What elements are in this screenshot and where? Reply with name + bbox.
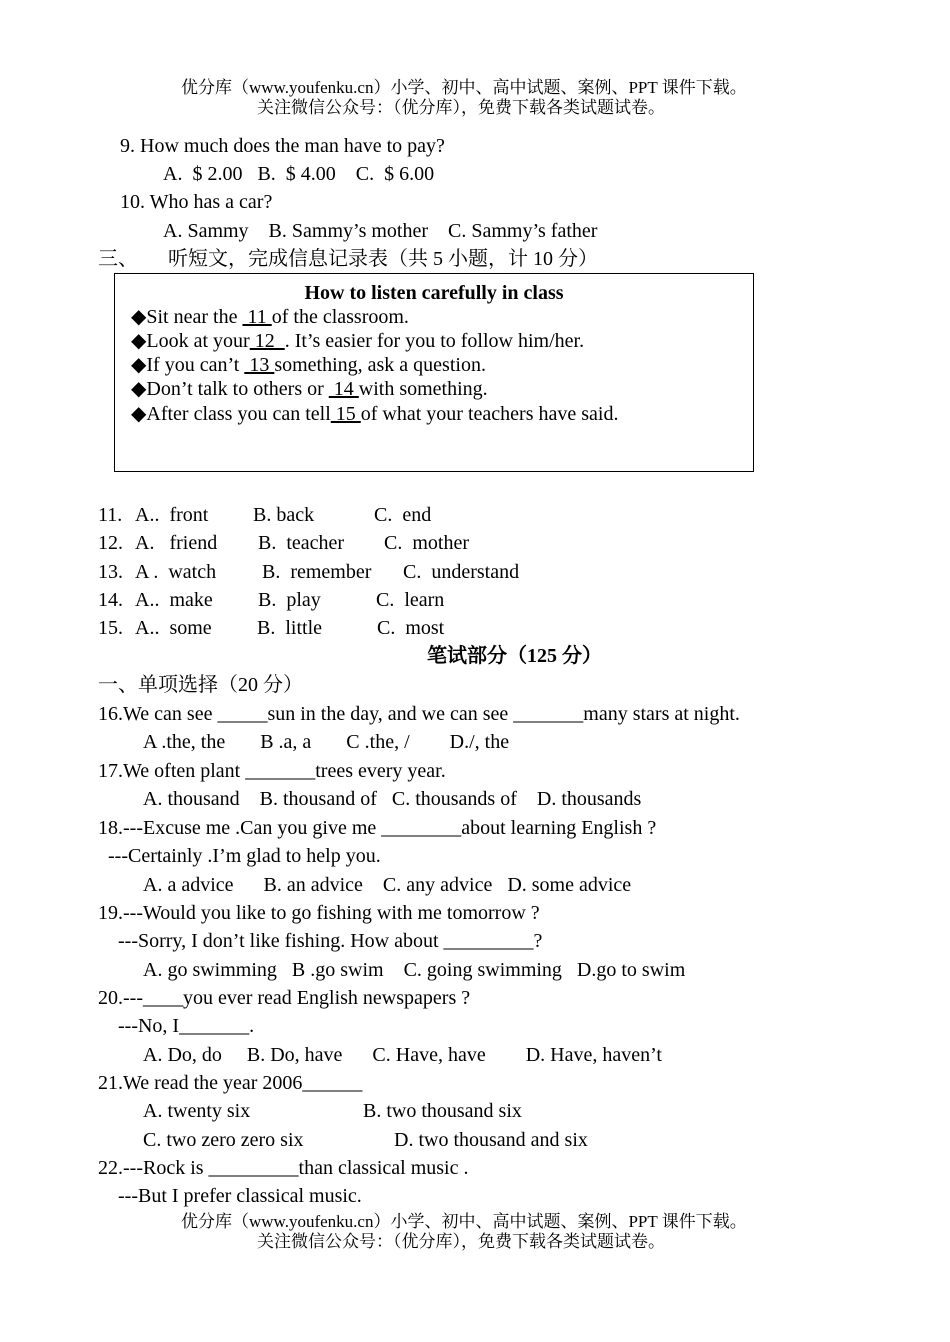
choice-c: C. most xyxy=(377,617,445,639)
question-20-reply: ---No, I_______. xyxy=(98,1015,255,1037)
question-16: 16.We can see _____sun in the day, and we can see _______many stars at night. xyxy=(98,703,740,725)
question-20: 20.---____you ever read English newspapers ? xyxy=(98,987,471,1009)
choice-b: B. play xyxy=(258,589,321,611)
choice-b: B. teacher xyxy=(258,532,345,554)
info-row-text: of the classroom. xyxy=(271,306,409,328)
info-row-text: ◆Sit near the xyxy=(131,306,243,328)
info-row-15 xyxy=(131,402,618,426)
question-19-reply: ---Sorry, I don’t like fishing. How about _________? xyxy=(98,930,543,952)
choice-num: 15. xyxy=(98,617,123,639)
info-row-text: with something. xyxy=(358,378,488,400)
question-22: 22.---Rock is _________than classical music . xyxy=(98,1157,469,1179)
choice-a: A.. make xyxy=(135,589,213,611)
footer-line-1: 优分库（www.youfenku.cn）小学、初中、高中试题、案例、PPT 课件下载。 xyxy=(181,1212,747,1231)
question-21-option-c: C. two zero zero six xyxy=(143,1129,304,1151)
question-10-options: A. Sammy B. Sammy’s mother C. Sammy’s father xyxy=(163,220,598,242)
choice-b: B. back xyxy=(253,504,315,526)
info-row-text: . It’s easier for you to follow him/her. xyxy=(284,330,585,352)
info-row-11 xyxy=(131,305,409,329)
info-row-14 xyxy=(131,377,488,401)
info-row-13 xyxy=(131,353,486,377)
question-21-option-b: B. two thousand six xyxy=(363,1100,522,1122)
question-20-options: A. Do, do B. Do, have C. Have, have D. Have, haven’t xyxy=(143,1044,662,1066)
question-19-options: A. go swimming B .go swim C. going swimming D.go to swim xyxy=(143,959,686,981)
choice-b: B. remember xyxy=(262,561,372,583)
choice-a: A . watch xyxy=(135,561,217,583)
question-9: 9. How much does the man have to pay? xyxy=(120,135,445,157)
question-17-options: A. thousand B. thousand of C. thousands of D. thousands xyxy=(143,788,642,810)
question-18-reply: ---Certainly .I’m glad to help you. xyxy=(98,845,381,867)
header-line-2: 关注微信公众号：（优分库），免费下载各类试题试卷。 xyxy=(257,98,665,117)
choice-num: 13. xyxy=(98,561,123,583)
footer-line-2: 关注微信公众号：（优分库），免费下载各类试题试卷。 xyxy=(257,1232,665,1251)
info-row-12 xyxy=(131,329,584,353)
info-box-title: How to listen carefully in class xyxy=(304,282,564,304)
header-line-1: 优分库（www.youfenku.cn）小学、初中、高中试题、案例、PPT 课件下载。 xyxy=(181,78,747,97)
choice-c: C. end xyxy=(374,504,432,526)
question-21-option-a: A. twenty six xyxy=(143,1100,251,1122)
choice-a: A.. some xyxy=(135,617,212,639)
written-part-title: 笔试部分（125 分） xyxy=(427,645,602,667)
choice-a: A.. front xyxy=(135,504,209,526)
info-row-text: ◆After class you can tell xyxy=(131,403,331,425)
blank-11: 11 xyxy=(242,306,272,328)
section-3-title: 三、 听短文，完成信息记录表（共 5 小题，计 10 分） xyxy=(98,248,598,270)
question-19: 19.---Would you like to go fishing with me tomorrow ? xyxy=(98,902,540,924)
question-10: 10. Who has a car? xyxy=(120,191,273,213)
blank-13: 13 xyxy=(244,354,275,376)
question-9-options: A. $ 2.00 B. $ 4.00 C. $ 6.00 xyxy=(163,163,435,185)
section-1-title: 一、单项选择（20 分） xyxy=(98,674,303,696)
choice-b: B. little xyxy=(257,617,322,639)
question-21-option-d: D. two thousand and six xyxy=(394,1129,588,1151)
choice-a: A. friend xyxy=(135,532,218,554)
question-21: 21.We read the year 2006______ xyxy=(98,1072,363,1094)
question-22-reply: ---But I prefer classical music. xyxy=(98,1185,362,1207)
choice-num: 14. xyxy=(98,589,123,611)
choice-c: C. mother xyxy=(384,532,469,554)
info-row-text: of what your teachers have said. xyxy=(360,403,619,425)
info-row-text: ◆Look at your xyxy=(131,330,250,352)
blank-12: 12 xyxy=(249,330,285,352)
question-18-options: A. a advice B. an advice C. any advice D. some advice xyxy=(143,874,632,896)
blank-14: 14 xyxy=(328,378,359,400)
choice-c: C. understand xyxy=(403,561,520,583)
blank-15: 15 xyxy=(330,403,361,425)
info-row-text: ◆If you can’t xyxy=(131,354,245,376)
info-row-text: something, ask a question. xyxy=(274,354,486,376)
question-17: 17.We often plant _______trees every year. xyxy=(98,760,446,782)
question-16-options: A .the, the B .a, a C .the, / D./, the xyxy=(143,731,510,753)
question-18: 18.---Excuse me .Can you give me ________about learning English ? xyxy=(98,817,657,839)
choice-c: C. learn xyxy=(376,589,445,611)
choice-num: 11. xyxy=(98,504,123,526)
choice-num: 12. xyxy=(98,532,123,554)
info-row-text: ◆Don’t talk to others or xyxy=(131,378,329,400)
